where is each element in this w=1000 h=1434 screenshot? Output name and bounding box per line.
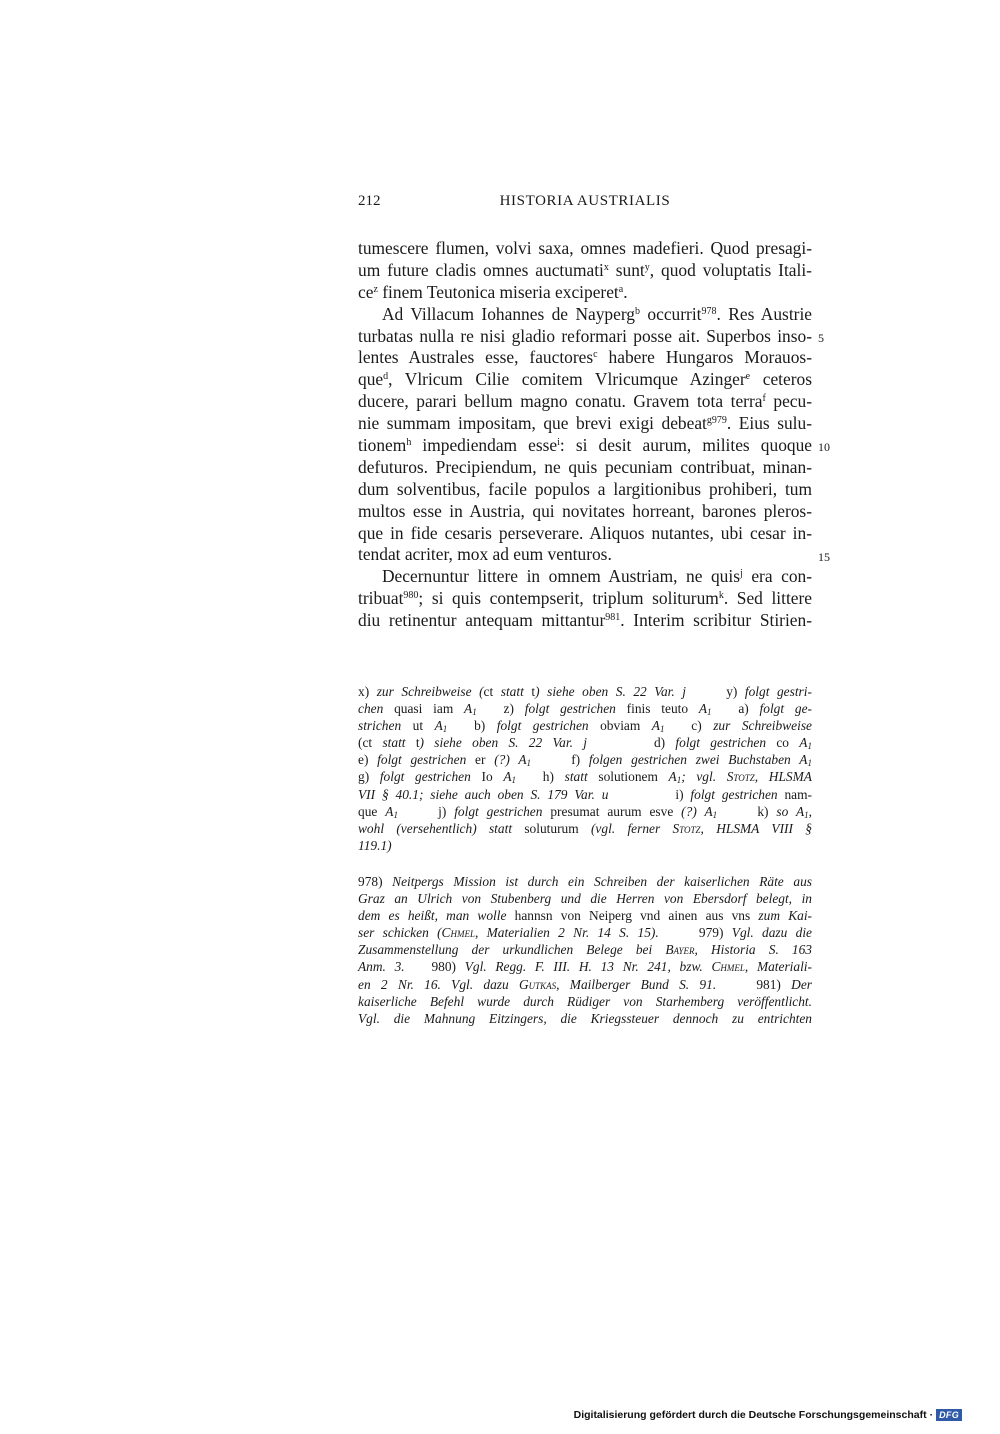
- apparatus-line: e) folgt gestrichen er (?) $A_1$ f) folgen gestrichen zwei Buchstaben $A_1$: [358, 752, 812, 769]
- text-line: lentes Australes esse, fauctores$^c$ habere Hungaros Morauos-: [358, 347, 812, 368]
- text-line: dum solventibus, facile populos a largitionibus prohiberi, tum: [358, 478, 812, 499]
- commentary-line: dem es heißt, man wolle hannsn von Neiperg vnd ainen aus vns zum Kai-: [358, 908, 812, 924]
- credit-text: Digitalisierung gefördert durch die Deutsche Forschungsgemeinschaft: [573, 1409, 927, 1421]
- apparatus-line: 119.1): [358, 837, 392, 853]
- line-number: 5: [818, 331, 824, 345]
- text-line: $ce^z$ finem Teutonica miseria exciperet$^a$.: [358, 281, 628, 302]
- commentary-line: Anm. 3. 980) Vgl. Regg. F. III. H. 13 Nr. 241, bzw. Chmel, Materiali-: [358, 959, 812, 975]
- main-text: [358, 238, 812, 632]
- commentary-notes: [358, 873, 812, 1027]
- apparatus-line: x) zur Schreibweise (ct statt t) siehe oben S. 22 Var. j y) folgt gestri-: [358, 684, 812, 699]
- text-line: diu retinentur antequam mittantur$^{981}$. Interim scribitur Stirien-: [358, 610, 812, 631]
- commentary-line: ser schicken (Chmel, Materialien 2 Nr. 14 S. 15). 979) Vgl. dazu die: [358, 925, 812, 941]
- apparatus-line: que $A_1$ j) folgt gestrichen presumat aurum esve (?) $A_1$ k) so $A_1$,: [358, 803, 812, 820]
- commentary-line: Zusammenstellung der urkundlichen Belege bei Bayer, Historia S. 163: [358, 942, 812, 958]
- text-line: tumescere flumen, volvi saxa, omnes madefieri. Quod presagi-: [358, 238, 812, 258]
- commentary-line: en 2 Nr. 16. Vgl. dazu Gutkas, Mailberger Bund S. 91. 981) Der: [358, 976, 812, 992]
- text-line: multos esse in Austria, qui novitates horreant, barones pleros-: [358, 500, 812, 521]
- text-line: defuturos. Precipiendum, ne quis pecuniam contribuat, minan-: [358, 456, 812, 477]
- text-line: Decernuntur littere in omnem Austriam, ne quis$^j$ era con-: [382, 566, 812, 587]
- text-line: tendat acriter, mox ad eum venturos.: [358, 544, 612, 565]
- page-number: 212: [358, 193, 381, 209]
- commentary-line: 978) Neitpergs Mission ist durch ein Schreiben der kaiserlichen Räte aus: [358, 874, 812, 889]
- text-line: nie summam impositam, que brevi exigi debeat$^{g979}$. Eius sulu-: [358, 413, 812, 434]
- commentary-line: kaiserliche Befehl wurde durch Rüdiger von Starhemberg veröffentlicht.: [358, 993, 812, 1009]
- separator-dot: ·: [929, 1409, 934, 1421]
- line-number: 10: [818, 440, 830, 454]
- text-line: turbatas nulla re nisi gladio reformari posse ait. Superbos inso-: [358, 325, 812, 346]
- running-title: HISTORIA AUSTRIALIS: [499, 193, 671, 209]
- text-line: Ad Villacum Iohannes de Nayperg$^b$ occurrit$^{978}$. Res Austrie: [382, 303, 812, 324]
- apparatus-line: g) folgt gestrichen Io $A_1$ h) statt solutionem $A_1$; vgl. Stotz, HLSMA: [358, 769, 812, 786]
- apparatus-line: (ct statt t) siehe oben S. 22 Var. j d) folgt gestrichen co $A_1$: [358, 735, 812, 752]
- commentary-line: Graz an Ulrich von Stubenberg und die Herren von Ebersdorf belegt, in: [358, 891, 812, 907]
- apparatus-line: VII § 40.1; siehe auch oben S. 179 Var. u i) folgt gestrichen nam-: [358, 786, 812, 802]
- apparatus-line: strichen ut $A_1$ b) folgt gestrichen obviam $A_1$ c) zur Schreibweise: [358, 718, 812, 735]
- variant-apparatus: [358, 683, 812, 854]
- digitization-credit: [574, 1409, 962, 1421]
- text-line: que$^d$, Vlricum Cilie comitem Vlricumque Azinger$^e$ ceteros: [358, 369, 812, 390]
- dfg-logo: DFG: [936, 1409, 962, 1421]
- apparatus-line: wohl (versehentlich) statt soluturum (vgl. ferner Stotz, HLSMA VIII §: [358, 820, 812, 836]
- text-line: tribuat$^{980}$; si quis contempserit, triplum soliturum$^k$. Sed littere: [358, 588, 812, 609]
- text-line: ducere, parari bellum magno conatu. Gravem tota terra$^f$ pecu-: [358, 391, 812, 412]
- text-line: que in fide cesaris perseverare. Aliquos nutantes, ubi cesar in-: [358, 522, 812, 543]
- running-header: [358, 193, 812, 213]
- text-line: um future cladis omnes auctumati$^x$ sunt$^y$, quod voluptatis Itali-: [358, 259, 812, 280]
- text-line: tionem$^h$ impediendam esse$^i$: si desit aurum, milites quoque: [358, 435, 812, 456]
- line-number: 15: [818, 550, 830, 564]
- commentary-line: Vgl. die Mahnung Eitzingers, die Kriegssteuer dennoch zu entrichten: [358, 1010, 812, 1026]
- apparatus-line: chen quasi iam $A_1$ z) folgt gestrichen finis teuto $A_1$ a) folgt ge-: [358, 701, 812, 718]
